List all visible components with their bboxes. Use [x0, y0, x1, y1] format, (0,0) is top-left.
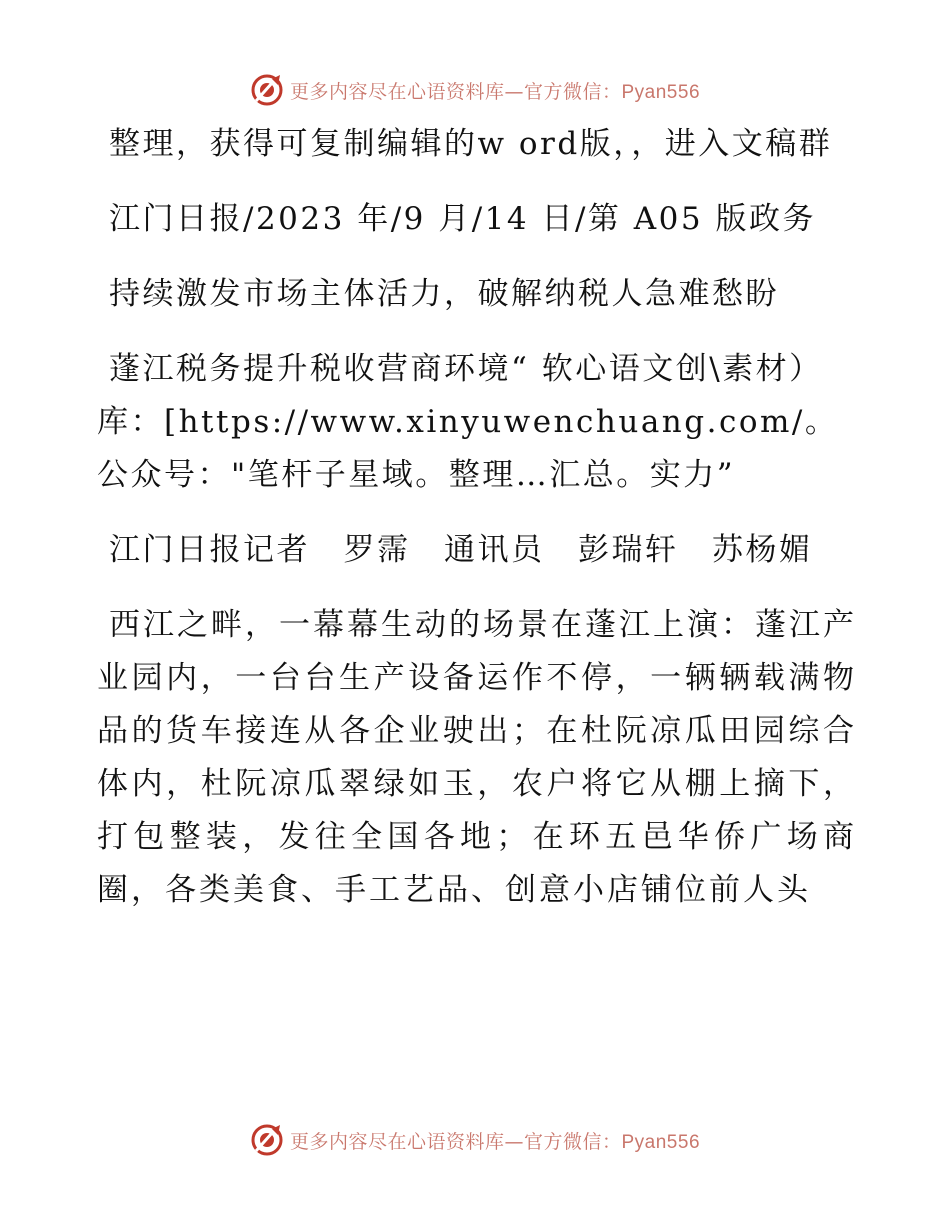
paragraph-body: 西江之畔，一幕幕生动的场景在蓬江上演：蓬江产业园内，一台台生产设备运作不停，一辆辆载满物品的货车接连从各企业驶出；在杜阮凉瓜田园综合体内，杜阮凉瓜翠绿如玉，农户将它从棚上摘下，打包整装，发往全国各地；在环五邑华侨广场商圈，各类美食、手工艺品、创意小店铺位前人头 [97, 607, 857, 908]
document-body [97, 118, 857, 939]
header-watermark-banner [0, 70, 950, 110]
paragraph-headline: 持续激发市场主体活力，破解纳税人急难愁盼 [109, 276, 779, 312]
footer-banner-text: 更多内容尽在心语资料库—官方微信：Pyan556 [289, 1130, 701, 1153]
paragraph-subheadline: 蓬江税务提升税收营商环境“ 软心语文创\素材）库：[https://www.xinyuwenchuang.com/。公众号："笔杆子星域。整理…汇总。实力” [97, 351, 839, 493]
paragraph-source-line: 江门日报/2023 年/9 月/14 日/第 A05 版政务 [109, 201, 816, 237]
footer-watermark-banner [0, 1120, 950, 1160]
paragraph-intro: 整理，获得可复制编辑的w ord版，，进入文稿群 [109, 126, 833, 162]
header-wechat-id: Pyan556 [621, 81, 701, 103]
red-seal-logo-icon [250, 73, 284, 107]
header-banner-text: 更多内容尽在心语资料库—官方微信：Pyan556 [289, 80, 701, 103]
paragraph-byline: 江门日报记者 罗霈 通讯员 彭瑞轩 苏杨媚 [109, 532, 813, 568]
footer-wechat-id: Pyan556 [621, 1131, 701, 1153]
red-seal-logo-icon [250, 1123, 284, 1157]
